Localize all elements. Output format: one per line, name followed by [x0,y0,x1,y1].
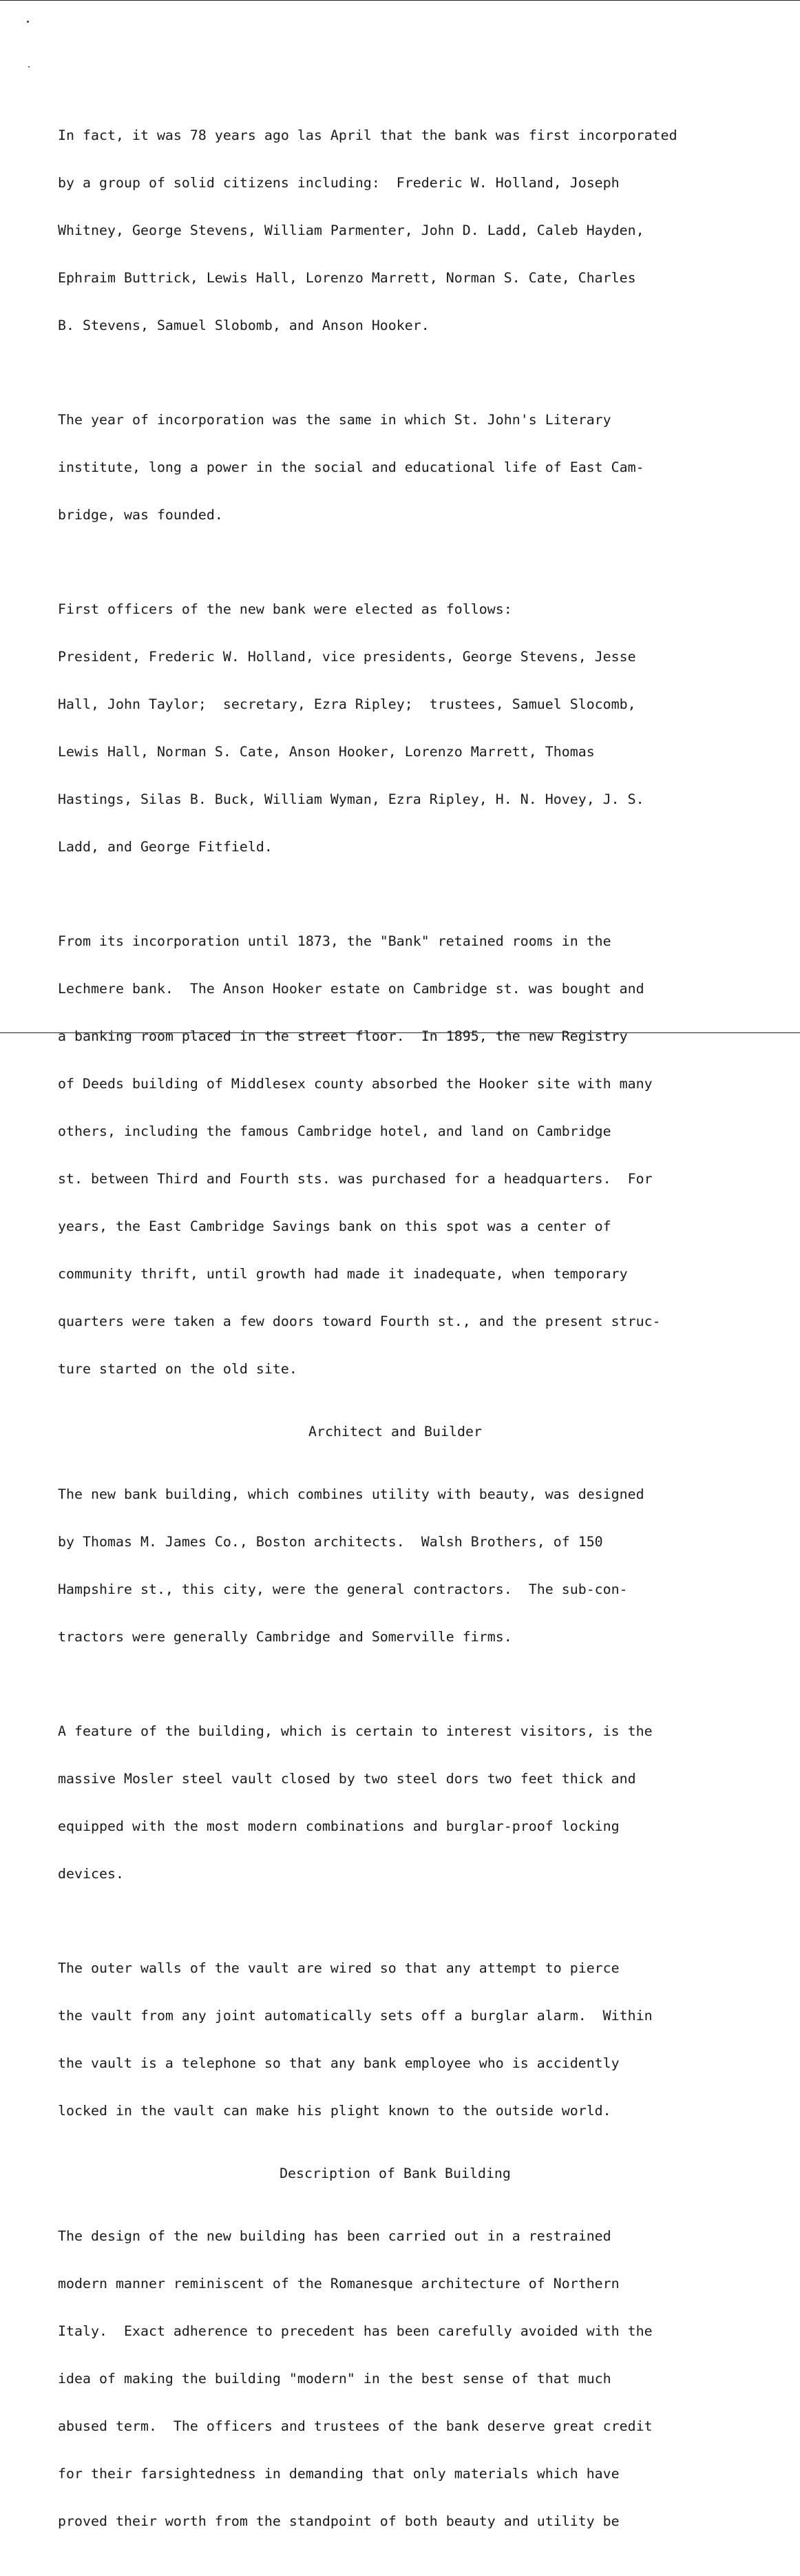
text-line: institute, long a power in the social and educational life of East Cam- [58,459,644,475]
text-line: bridge, was founded. [58,507,223,523]
text-line: by a group of solid citizens including: Frederic W. Holland, Joseph [58,175,620,191]
text-line: for their farsightedness in demanding that only materials which have [58,2466,620,2482]
document-body [58,96,774,2576]
text-line: Ephraim Buttrick, Lewis Hall, Lorenzo Marrett, Norman S. Cate, Charles [58,270,636,286]
paragraph-design [58,2196,774,2561]
text-line: Ladd, and George Fitfield. [58,839,273,855]
paragraph-incorporation [58,96,774,365]
text-line: locked in the vault can make his plight known to the outside world. [58,2103,611,2119]
text-line: years, the East Cambridge Savings bank on this spot was a center of [58,1218,611,1234]
text-line: Lewis Hall, Norman S. Cate, Anson Hooker, Lorenzo Marrett, Thomas [58,744,595,760]
text-line: A feature of the building, which is certain to interest visitors, is the [58,1723,653,1739]
text-line: modern manner reminiscent of the Romanesque architecture of Northern [58,2276,620,2292]
paragraph-first-officers [58,570,774,886]
text-line: the vault from any joint automatically sets off a burglar alarm. Within [58,2008,653,2024]
text-line: From its incorporation until 1873, the "Bank" retained rooms in the [58,933,611,949]
text-line: others, including the famous Cambridge hotel, and land on Cambridge [58,1123,611,1139]
text-line: quarters were taken a few doors toward Fourth st., and the present struc- [58,1313,661,1329]
paragraph-year-of-incorporation [58,380,774,554]
text-line: equipped with the most modern combinations and burglar-proof locking [58,1818,620,1834]
paragraph-architects [58,1455,774,1676]
text-line: a banking room placed in the street floor. In 1895, the new Registry [58,1028,628,1044]
section-heading-architect: Architect and Builder [308,1424,482,1440]
text-line: In fact, it was 78 years ago las April that the bank was first incorporated [58,127,677,143]
margin-mark [28,66,30,67]
text-line: abused term. The officers and trustees of the bank deserve great credit [58,2418,653,2434]
text-line: massive Mosler steel vault closed by two steel dors two feet thick and [58,1771,636,1787]
text-line: President, Frederic W. Holland, vice presidents, George Stevens, Jesse [58,649,636,665]
text-line: Hastings, Silas B. Buck, William Wyman, Ezra Ripley, H. N. Hovey, J. S. [58,791,644,807]
text-line: The outer walls of the vault are wired so that any attempt to pierce [58,1960,620,1976]
text-line: Lechmere bank. The Anson Hooker estate on Cambridge st. was bought and [58,981,644,997]
text-line: community thrift, until growth had made it inadequate, when temporary [58,1266,628,1282]
paragraph-history [58,902,774,1409]
text-line: of Deeds building of Middlesex county absorbed the Hooker site with many [58,1076,653,1092]
paragraph-vault [58,1692,774,1913]
text-line: The design of the new building has been carried out in a restrained [58,2228,611,2244]
text-line: ture started on the old site. [58,1361,297,1377]
text-line: Hampshire st., this city, were the general contractors. The sub-con- [58,1581,628,1597]
text-line: st. between Third and Fourth sts. was purchased for a headquarters. For [58,1171,653,1187]
margin-mark [27,21,29,23]
text-line: The new bank building, which combines utility with beauty, was designed [58,1486,644,1502]
text-line: proved their worth from the standpoint of both beauty and utility be [58,2513,620,2529]
text-line: B. Stevens, Samuel Slobomb, and Anson Hooker. [58,318,430,333]
text-line: The year of incorporation was the same in which St. John's Literary [58,412,611,428]
text-line: First officers of the new bank were elected as follows: [58,601,512,617]
text-line: Hall, John Taylor; secretary, Ezra Ripley; trustees, Samuel Slocomb, [58,696,636,712]
text-line: by Thomas M. James Co., Boston architects. Walsh Brothers, of 150 [58,1534,603,1550]
text-line: Whitney, George Stevens, William Parmenter, John D. Ladd, Caleb Hayden, [58,222,644,238]
paragraph-alarm [58,1929,774,2150]
section-heading-description: Description of Bank Building [280,2165,511,2181]
text-line: the vault is a telephone so that any bank employee who is accidently [58,2055,620,2071]
text-line: Italy. Exact adherence to precedent has been carefully avoided with the [58,2323,653,2339]
text-line: devices. [58,1866,124,1882]
text-line: idea of making the building "modern" in the best sense of that much [58,2371,611,2387]
text-line: tractors were generally Cambridge and Somerville firms. [58,1629,512,1645]
